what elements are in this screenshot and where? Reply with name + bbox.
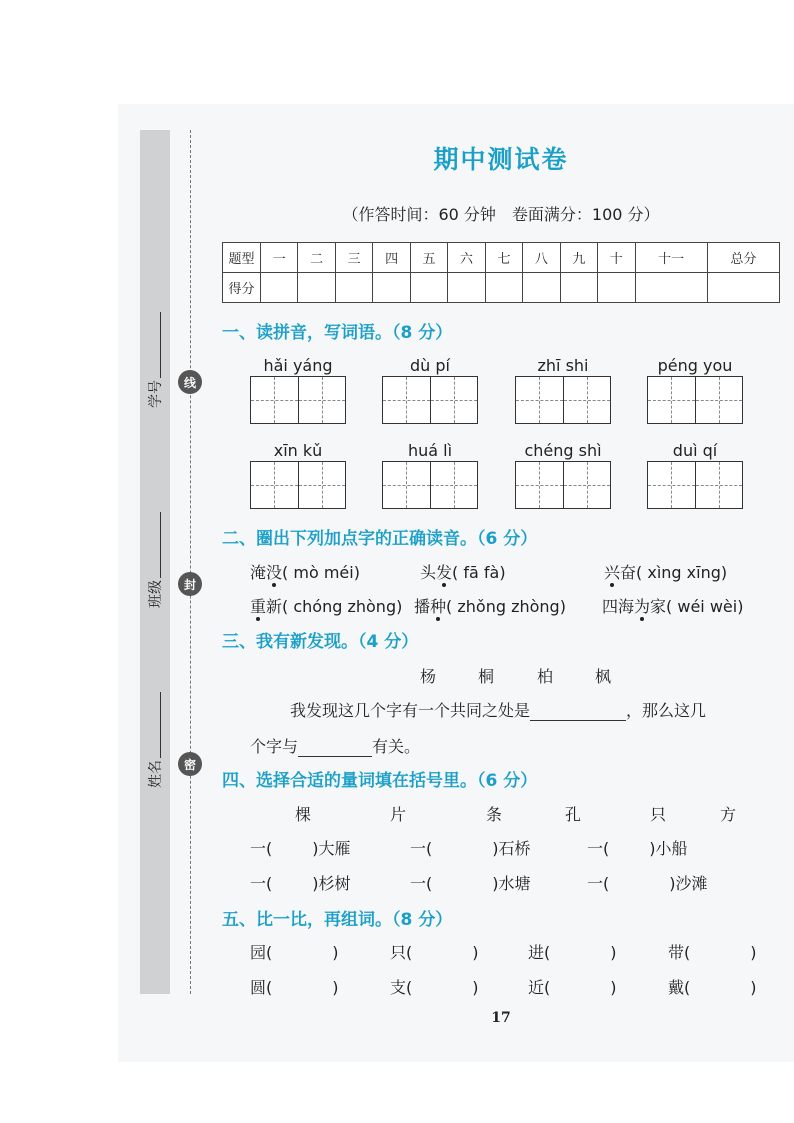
char-item: 柏 xyxy=(537,667,554,686)
score-header-cell: 总分 xyxy=(707,243,779,273)
score-header-cell: 四 xyxy=(373,243,410,273)
score-header-cell: 九 xyxy=(560,243,597,273)
char-item: 桐 xyxy=(478,667,495,686)
pronunciation-item[interactable]: 四海为家( wéi wèi) xyxy=(602,597,744,616)
fill-item[interactable]: 一( )沙滩 xyxy=(587,874,708,893)
score-input-cell[interactable] xyxy=(298,273,335,303)
score-header-cell: 十 xyxy=(598,243,635,273)
writing-grid[interactable] xyxy=(647,461,743,509)
section-5-heading: 五、比一比，再组词。（8 分） xyxy=(222,910,453,930)
score-input-cell[interactable] xyxy=(373,273,410,303)
seal-mark-feng: 封 xyxy=(178,572,202,596)
pinyin-label: dù pí xyxy=(410,356,450,375)
measure-word: 方 xyxy=(720,805,737,824)
discovery-sentence-1: 我发现这几个字有一个共同之处是 ，那么这几 xyxy=(290,701,707,720)
seal-mark-xian: 线 xyxy=(178,370,202,394)
measure-word: 条 xyxy=(486,805,503,824)
score-header-cell: 七 xyxy=(485,243,522,273)
writing-grid[interactable] xyxy=(250,376,346,424)
score-row-label: 得分 xyxy=(223,273,261,303)
fill-item[interactable]: 一( )小船 xyxy=(587,839,688,858)
seal-mark-mi: 密 xyxy=(178,752,202,776)
answer-blank[interactable] xyxy=(298,741,372,757)
compare-item[interactable]: 近( ) xyxy=(528,978,617,997)
fill-item[interactable]: 一( )石桥 xyxy=(410,839,531,858)
measure-word: 片 xyxy=(390,805,407,824)
score-input-cell[interactable] xyxy=(560,273,597,303)
compare-item[interactable]: 园( ) xyxy=(250,943,339,962)
score-header-cell: 二 xyxy=(298,243,335,273)
score-input-cell[interactable] xyxy=(410,273,447,303)
compare-item[interactable]: 只( ) xyxy=(390,943,479,962)
measure-word: 孔 xyxy=(565,805,582,824)
score-header-cell: 一 xyxy=(261,243,298,273)
class-field[interactable]: 班级 xyxy=(145,512,165,608)
pinyin-label: péng you xyxy=(657,356,733,375)
writing-grid[interactable] xyxy=(250,461,346,509)
compare-item[interactable]: 圆( ) xyxy=(250,978,339,997)
compare-item[interactable]: 戴( ) xyxy=(668,978,757,997)
exam-info: （作答时间：60 分钟 卷面满分：100 分） xyxy=(342,205,660,224)
score-input-cell[interactable] xyxy=(523,273,560,303)
compare-item[interactable]: 进( ) xyxy=(528,943,617,962)
measure-word: 棵 xyxy=(295,805,312,824)
score-input-cell[interactable] xyxy=(448,273,485,303)
fill-item[interactable]: 一( )杉树 xyxy=(250,874,351,893)
fill-item[interactable]: 一( )大雁 xyxy=(250,839,351,858)
pronunciation-item[interactable]: 头发( fā fà) xyxy=(420,563,506,582)
section-4-heading: 四、选择合适的量词填在括号里。（6 分） xyxy=(222,771,538,791)
score-header-cell: 五 xyxy=(410,243,447,273)
section-2-heading: 二、圈出下列加点字的正确读音。（6 分） xyxy=(222,529,538,549)
char-item: 枫 xyxy=(595,667,612,686)
score-input-cell[interactable] xyxy=(261,273,298,303)
writing-grid[interactable] xyxy=(515,376,611,424)
fill-item[interactable]: 一( )水塘 xyxy=(410,874,531,893)
discovery-sentence-2: 个字与 有关。 xyxy=(250,737,421,756)
score-input-cell[interactable] xyxy=(485,273,522,303)
pronunciation-item[interactable]: 播种( zhǒng zhòng) xyxy=(414,597,566,616)
section-3-heading: 三、我有新发现。（4 分） xyxy=(222,632,419,652)
writing-grid[interactable] xyxy=(515,461,611,509)
page-number: 17 xyxy=(491,1010,511,1026)
score-input-cell[interactable] xyxy=(598,273,635,303)
compare-item[interactable]: 支( ) xyxy=(390,978,479,997)
pronunciation-item[interactable]: 兴奋( xìng xīng) xyxy=(604,563,728,582)
char-item: 杨 xyxy=(420,667,437,686)
score-header-cell: 三 xyxy=(335,243,372,273)
page-title: 期中测试卷 xyxy=(433,145,569,174)
score-input-cell[interactable] xyxy=(635,273,707,303)
student-id-field[interactable]: 学号 xyxy=(145,312,165,408)
name-field[interactable]: 姓名 xyxy=(145,692,165,788)
pronunciation-item[interactable]: 淹没( mò méi) xyxy=(250,563,360,582)
cut-line xyxy=(190,130,191,994)
score-header-cell: 十一 xyxy=(635,243,707,273)
pinyin-label: chéng shì xyxy=(524,441,602,460)
score-header-cell: 六 xyxy=(448,243,485,273)
score-table xyxy=(222,242,780,303)
score-input-cell[interactable] xyxy=(707,273,779,303)
pinyin-label: zhī shi xyxy=(537,356,589,375)
compare-item[interactable]: 带( ) xyxy=(668,943,757,962)
pinyin-label: xīn kǔ xyxy=(273,441,323,460)
score-input-cell[interactable] xyxy=(335,273,372,303)
score-header-cell: 八 xyxy=(523,243,560,273)
score-header-cell: 题型 xyxy=(223,243,261,273)
pinyin-label: hǎi yáng xyxy=(263,356,333,375)
answer-blank[interactable] xyxy=(530,705,626,721)
pronunciation-item[interactable]: 重新( chóng zhòng) xyxy=(250,597,403,616)
writing-grid[interactable] xyxy=(382,376,478,424)
writing-grid[interactable] xyxy=(647,376,743,424)
section-1-heading: 一、读拼音，写词语。（8 分） xyxy=(222,323,453,343)
measure-word: 只 xyxy=(650,805,667,824)
pinyin-label: huá lì xyxy=(407,441,453,460)
writing-grid[interactable] xyxy=(382,461,478,509)
pinyin-label: duì qí xyxy=(672,441,718,460)
